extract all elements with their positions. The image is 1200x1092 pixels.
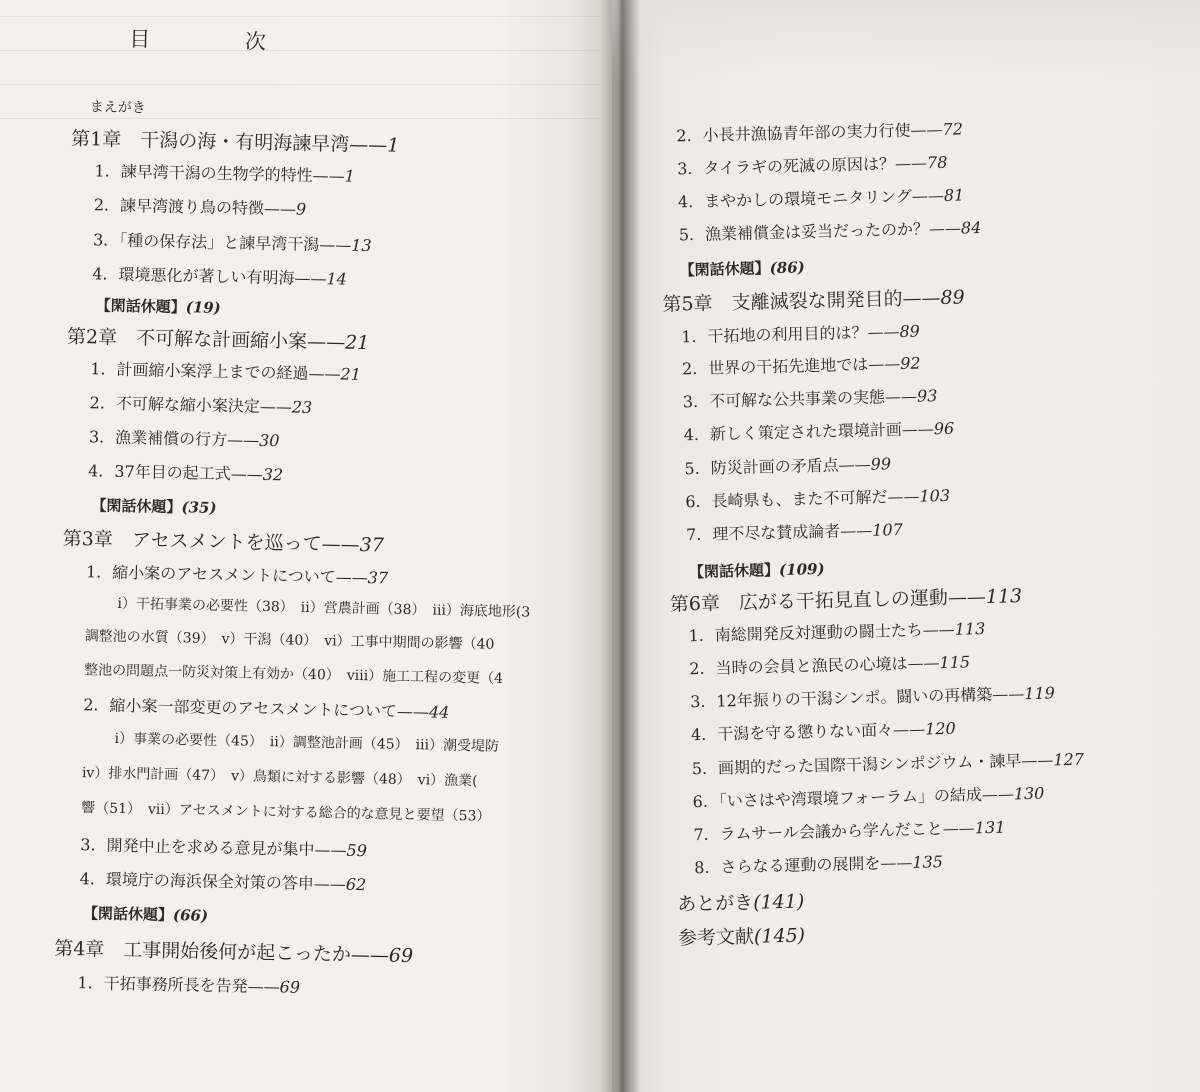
toc-entry-title: 1．干拓事務所長を告発 xyxy=(77,973,248,996)
toc-entry xyxy=(682,351,921,380)
toc-leader-dash: —— xyxy=(892,719,926,740)
toc-leader-dash: —— xyxy=(247,976,280,997)
toc-page-number: 93 xyxy=(916,386,938,406)
toc-entry-title: 1．干拓地の利用目的は？ xyxy=(681,322,868,347)
toc-page-number: (35) xyxy=(181,498,217,517)
toc-entry-title: 参考文献 xyxy=(677,925,755,950)
toc-entry-title: 整池の問題点一防災対策上有効か（40） viii）施工工程の変更（4 xyxy=(83,662,504,687)
toc-leader-dash: —— xyxy=(867,354,901,374)
toc-leader-dash: —— xyxy=(947,585,987,609)
toc-entry xyxy=(686,517,903,545)
toc-page-number: 103 xyxy=(919,485,951,506)
toc-page-number: 69 xyxy=(388,944,414,968)
toc-entry xyxy=(692,747,1085,780)
book-gutter xyxy=(600,0,640,1092)
toc-entry xyxy=(67,322,370,355)
toc-entry xyxy=(81,797,583,828)
toc-entry-title: 2．縮小案一部変更のアセスメントについて xyxy=(83,695,398,721)
toc-page-number: 72 xyxy=(942,119,964,139)
toc-entry-title: 4．環境悪化が著しい有明海 xyxy=(92,264,295,288)
toc-entry xyxy=(692,781,1044,813)
toc-leader-dash: —— xyxy=(335,567,368,588)
toc-entry-title: 【閑話休題】 xyxy=(82,904,174,925)
toc-entry xyxy=(676,116,963,146)
toc-entry-title: 2．諫早湾渡り鳥の特徴 xyxy=(93,195,265,218)
toc-entry-title: 7．理不尽な賛成論者 xyxy=(685,521,841,545)
toc-page-number: 62 xyxy=(345,874,367,895)
toc-entry xyxy=(80,832,367,861)
toc-entry xyxy=(683,416,954,446)
toc-leader-dash: —— xyxy=(313,874,347,894)
toc-entry-title: 2．小長井漁協青年部の実力行使 xyxy=(676,120,911,146)
toc-entry-title: 2．不可解な縮小案決定 xyxy=(89,393,261,416)
toc-page-number: 59 xyxy=(346,840,368,861)
toc-leader-dash: —— xyxy=(294,268,327,289)
toc-page-number: 96 xyxy=(933,418,955,439)
toc-entry-title: 第6章 広がる干拓見直しの運動 xyxy=(669,586,949,616)
toc-page-number: (86) xyxy=(769,258,805,278)
toc-entry xyxy=(678,921,806,951)
toc-leader-dash: —— xyxy=(922,619,955,640)
toc-entry-title: 6．長崎県も、また不可解だ xyxy=(685,487,888,512)
toc-entry xyxy=(677,887,805,917)
toc-entry-title: 2．世界の干拓先進地では xyxy=(681,354,869,379)
toc-entry xyxy=(678,182,965,212)
toc-leader-dash: —— xyxy=(321,533,360,556)
toc-page-number: (19) xyxy=(185,298,221,317)
toc-entry-title: iv）排水門計画（47） v）鳥類に対する影響（48） vi）漁業( xyxy=(81,765,478,790)
toc-entry xyxy=(83,902,209,926)
right-toc xyxy=(612,0,1200,1092)
toc-entry-title: i）事業の必要性（45） ii）調整池計画（45） iii）潮受堤防 xyxy=(114,730,500,755)
toc-page-number: 107 xyxy=(872,519,904,540)
toc-leader-dash: —— xyxy=(902,287,941,310)
toc-page-number: 78 xyxy=(926,152,948,173)
toc-entry-title: 6．「いさはや湾環境フォーラム」の結成 xyxy=(692,785,983,812)
toc-entry-title: 3．漁業補償の行方 xyxy=(88,427,228,450)
toc-entry-title: 【閑話休題】 xyxy=(91,496,182,517)
toc-leader-dash: —— xyxy=(867,322,900,342)
toc-entry xyxy=(88,458,283,485)
toc-page-number: 37 xyxy=(359,533,385,557)
toc-page-number: 84 xyxy=(960,217,982,238)
toc-leader-dash: —— xyxy=(230,464,263,484)
toc-leader-dash: —— xyxy=(928,218,962,239)
toc-page-number: 14 xyxy=(326,269,348,289)
toc-leader-dash: —— xyxy=(907,653,940,673)
toc-entry xyxy=(82,762,584,793)
toc-leader-dash: —— xyxy=(1021,750,1054,771)
toc-leader-dash: —— xyxy=(911,185,945,206)
toc-entry xyxy=(684,451,891,479)
toc-leader-dash: —— xyxy=(259,396,293,417)
toc-entry xyxy=(93,227,372,256)
toc-leader-dash: —— xyxy=(308,363,341,384)
toc-entry xyxy=(63,524,385,558)
toc-page-number: 13 xyxy=(351,235,372,256)
toc-entry-title: 3．開発中止を求める意見が集中 xyxy=(80,835,315,860)
toc-page-number: 21 xyxy=(344,331,370,355)
toc-leader-dash: —— xyxy=(840,520,873,541)
toc-entry-title: 3．タイラギの死滅の原因は？ xyxy=(676,154,896,179)
toc-entry xyxy=(54,934,413,969)
toc-entry xyxy=(95,294,221,318)
toc-page-number: 23 xyxy=(291,397,313,417)
toc-entry xyxy=(94,158,355,186)
toc-entry xyxy=(84,659,586,690)
toc-entry-title: 3．12年振りの干潟シンポ。闘いの再構築 xyxy=(689,684,993,712)
toc-page-number: 37 xyxy=(367,568,389,588)
toc-entry-title: 5．漁業補償金は妥当だったのか？ xyxy=(678,219,930,245)
toc-page-number: 30 xyxy=(258,430,280,451)
toc-leader-dash: —— xyxy=(992,684,1025,704)
toc-entry xyxy=(662,282,965,316)
toc-page-number: 92 xyxy=(899,353,921,374)
toc-entry xyxy=(94,192,307,219)
toc-entry xyxy=(117,593,587,623)
toc-page-number: 89 xyxy=(940,286,965,310)
toc-page-number: 127 xyxy=(1053,749,1085,770)
toc-entry xyxy=(90,96,146,117)
page-shadow xyxy=(612,0,1200,80)
toc-leader-dash: —— xyxy=(348,133,388,157)
toc-page-number: 69 xyxy=(279,977,301,997)
toc-entry xyxy=(79,866,366,895)
toc-entry-title: 1．縮小案のアセスメントについて xyxy=(85,562,336,587)
toc-page-number: 32 xyxy=(262,464,284,485)
toc-page-number: 131 xyxy=(974,817,1006,838)
toc-entry xyxy=(683,383,938,412)
toc-page-number: (141) xyxy=(752,890,805,914)
toc-entry-title: 8．さらなる運動の展開を xyxy=(694,853,881,878)
toc-entry xyxy=(669,581,1022,617)
toc-page-number: 99 xyxy=(870,454,892,474)
toc-entry-title: 響（51） vii）アセスメントに対する総合的な意見と要望（53） xyxy=(81,800,491,825)
toc-entry-title: 1．計画縮小案浮上までの経過 xyxy=(90,359,309,383)
toc-entry-title: 調整池の水質（39） v）干潟（40） vi）工事中期間の影響（40 xyxy=(84,628,495,653)
toc-leader-dash: —— xyxy=(306,330,346,354)
toc-entry-title: 2．当時の会員と漁民の心境は xyxy=(689,653,908,679)
toc-page-number: 1 xyxy=(344,166,356,186)
toc-leader-dash: —— xyxy=(901,419,935,439)
toc-entry xyxy=(689,649,970,679)
toc-leader-dash: —— xyxy=(350,943,390,967)
toc-page-number: (145) xyxy=(753,924,806,948)
toc-entry xyxy=(690,680,1055,712)
toc-entry xyxy=(693,815,1005,846)
toc-entry xyxy=(90,356,361,385)
toc-entry-title: 3．不可解な公共事業の実態 xyxy=(682,387,886,412)
toc-entry xyxy=(694,849,943,878)
toc-page-number: 44 xyxy=(428,702,450,722)
toc-entry xyxy=(679,256,805,280)
toc-entry xyxy=(91,494,217,518)
toc-page-number: 1 xyxy=(386,134,400,157)
toc-entry xyxy=(77,970,300,998)
toc-entry-title: 第4章 工事開始後何が起こったか xyxy=(53,937,352,966)
toc-entry xyxy=(83,692,449,723)
toc-page-number: 89 xyxy=(899,321,921,342)
toc-entry-title: 第2章 不可解な計画縮小案 xyxy=(66,325,308,353)
toc-entry xyxy=(89,424,280,451)
toc-leader-dash: —— xyxy=(263,198,297,219)
toc-page-number: 113 xyxy=(954,619,986,639)
toc-entry xyxy=(89,390,312,418)
toc-entry-title: 3．「種の保存法」と諫早湾干潟 xyxy=(92,230,320,255)
toc-entry xyxy=(71,124,400,158)
toc-leader-dash: —— xyxy=(396,701,430,722)
toc-entry xyxy=(114,728,584,758)
toc-entry-title: 1．南総開発反対運動の闘士たち xyxy=(688,620,923,646)
toc-page-number: 113 xyxy=(985,585,1023,608)
toc-page-number: 81 xyxy=(943,185,965,205)
toc-entry-title: 5．防災計画の矛盾点 xyxy=(684,455,839,479)
toc-leader-dash: —— xyxy=(981,784,1015,805)
toc-title: 目 次 xyxy=(129,27,311,55)
toc-entry-title: 4．37年目の起工式 xyxy=(88,461,231,484)
toc-leader-dash: —— xyxy=(942,818,976,839)
toc-entry-title: 【閑話休題】 xyxy=(95,296,186,317)
toc-page-number: (66) xyxy=(172,906,209,925)
toc-entry-title: 第5章 支離滅裂な開発目的 xyxy=(662,287,903,316)
right-page xyxy=(612,0,1200,1092)
toc-entry-title: あとがき xyxy=(676,891,754,916)
toc-entry xyxy=(85,625,587,656)
toc-leader-dash: —— xyxy=(314,840,347,860)
toc-leader-dash: —— xyxy=(312,165,345,186)
toc-page-number: 9 xyxy=(295,199,307,219)
toc-entry-title: 1．諫早湾干潟の生物学的特性 xyxy=(94,161,313,185)
toc-entry xyxy=(691,716,956,745)
toc-entry-title: i）干拓事業の必要性（38） ii）営農計画（38） iii）海底地形(3 xyxy=(117,595,531,621)
toc-entry-title: 4．干潟を守る懲りない面々 xyxy=(690,720,894,745)
toc-page-number: 115 xyxy=(939,652,971,673)
toc-entry-title: 第3章 アセスメントを巡って xyxy=(62,527,322,556)
toc-leader-dash: —— xyxy=(910,119,943,140)
toc-leader-dash: —— xyxy=(894,153,928,174)
toc-page-number: 21 xyxy=(340,364,362,384)
toc-page-number: 119 xyxy=(1024,683,1056,704)
toc-entry xyxy=(677,150,948,180)
toc-page-number: 135 xyxy=(912,852,944,872)
toc-leader-dash: —— xyxy=(884,386,918,407)
toc-entry-title: 第1章 干潟の海・有明海諫早湾 xyxy=(70,127,350,156)
toc-entry-title: 【閑話休題】 xyxy=(679,259,770,280)
toc-entry-title: 7．ラムサール会議から学んだこと xyxy=(693,819,944,845)
toc-entry-title: 5．画期的だった国際干潟シンポジウム・諫早 xyxy=(691,751,1022,779)
toc-page-number: 130 xyxy=(1013,783,1045,804)
toc-entry xyxy=(688,616,985,646)
toc-entry xyxy=(86,559,388,588)
toc-leader-dash: —— xyxy=(880,852,913,873)
toc-entry xyxy=(92,261,347,289)
toc-page-number: 120 xyxy=(924,718,956,739)
toc-entry-title: まえがき xyxy=(89,99,147,117)
toc-entry-title: 4．新しく策定された環境計画 xyxy=(683,419,903,445)
toc-page-number: (109) xyxy=(778,559,825,580)
toc-leader-dash: —— xyxy=(319,235,352,255)
toc-entry xyxy=(685,483,950,512)
toc-entry xyxy=(681,319,920,348)
toc-entry xyxy=(679,215,982,245)
toc-entry-title: 【閑話休題】 xyxy=(688,561,780,582)
toc-leader-dash: —— xyxy=(838,454,871,475)
toc-leader-dash: —— xyxy=(226,430,260,450)
toc-entry-title: 4．環境庁の海浜保全対策の答申 xyxy=(79,869,315,894)
toc-entry-title: 4．まやかしの環境モニタリング xyxy=(677,186,913,212)
toc-leader-dash: —— xyxy=(887,486,920,507)
toc-entry xyxy=(689,558,825,582)
